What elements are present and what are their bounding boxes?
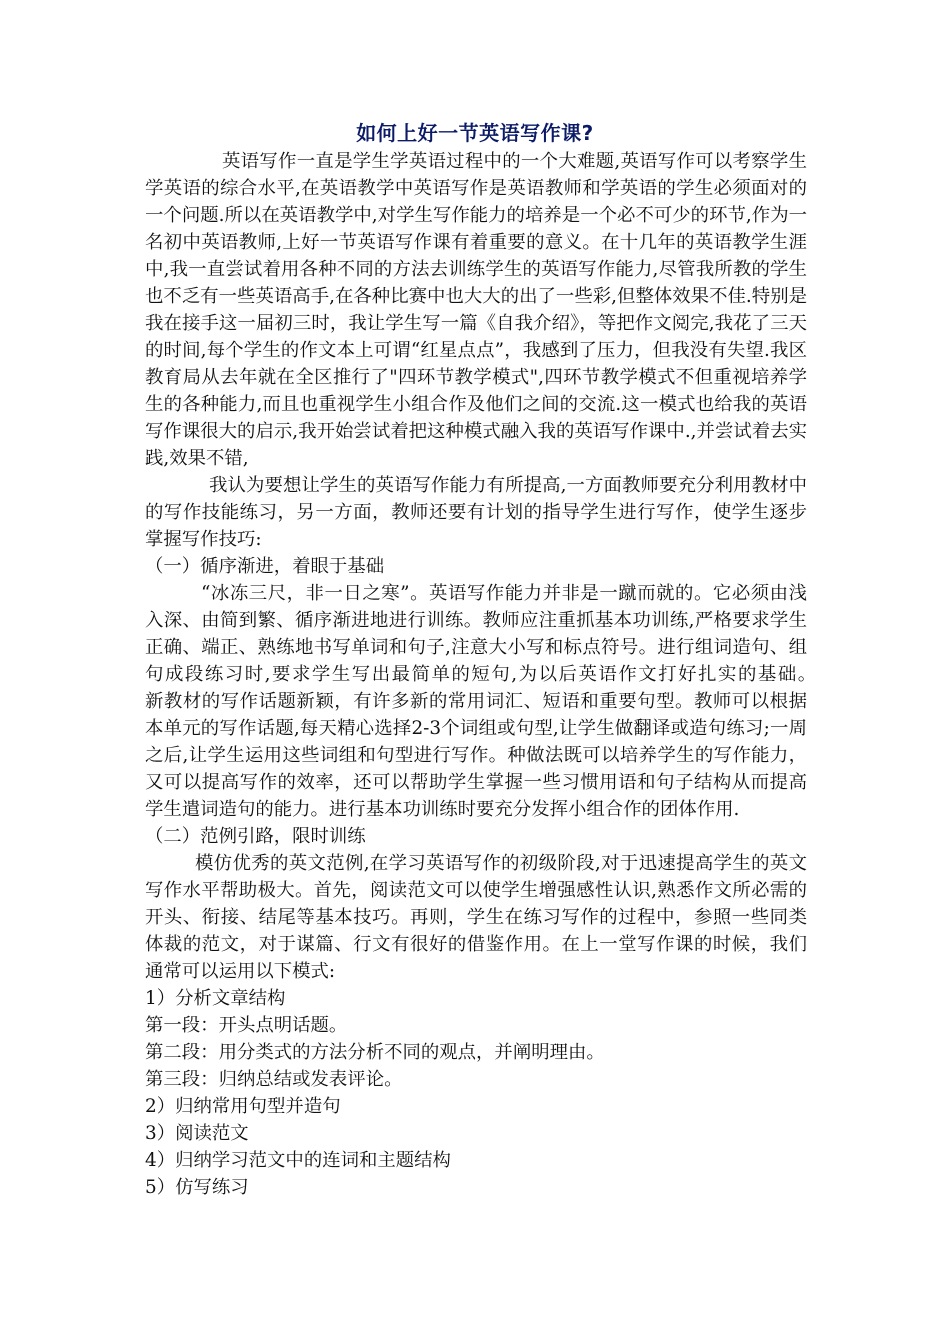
step-item: 1）分析文章结构 — [145, 988, 286, 1009]
section-2-paragraph: 模仿优秀的英文范例,在学习英语写作的初级阶段,对于迅速提高学生的英文写作水平帮助极大。首先，阅读范文可以使学生增强感性认识,熟悉作文所必需的开头、衔接、结尾等基本技巧。再则，学生在练习写作的过程中，参照一些同类体裁的范文，对于谋篇、行文有很好的借鉴作用。在上一堂写作课的时候，我们通常可以运用以下模式: — [145, 853, 807, 982]
step-item: 5）仿写练习 — [145, 1177, 249, 1198]
section-1-paragraph: “冰冻三尺，非一日之寒”。英语写作能力并非是一蹴而就的。它必须由浅入深、由简到繁、循序渐进地进行训练。教师应注重抓基本功训练,严格要求学生正确、端正、熟练地书写单词和句子,注意大小写和标点符号。进行组词造句、组句成段练习时,要求学生写出最简单的短句,为以后英语作文打好扎实的基础。 新教材的写作话题新颖，有许多新的常用词汇、短语和重要句型。教师可以根据本单元的写作话题,每天精心选择2-3个词组或句型,让学生做翻译或造句练习;一周之后,让学生运用这些词组和句型进行写作。种做法既可以培养学生的写作能力，又可以提高写作的效率，还可以帮助学生掌握一些习惯用语和句子结构从而提高学生遣词造句的能力。进行基本功训练时要充分发挥小组合作的团体作用. — [145, 583, 844, 820]
step-item: 第一段：开头点明话题。 — [145, 1015, 348, 1036]
approach-paragraph: 我认为要想让学生的英语写作能力有所提高,一方面教师要充分利用教材中的写作技能练习，另一方面，教师还要有计划的指导学生进行写作，使学生逐步掌握写作技巧: — [145, 475, 807, 550]
step-item: 第二段：用分类式的方法分析不同的观点，并阐明理由。 — [145, 1042, 605, 1063]
step-item: 4）归纳学习范文中的连词和主题结构 — [145, 1150, 451, 1171]
document-title: 如何上好一节英语写作课? — [356, 121, 594, 145]
step-item: 3）阅读范文 — [145, 1123, 249, 1144]
intro-paragraph: 英语写作一直是学生学英语过程中的一个大难题,英语写作可以考察学生学英语的综合水平,在英语教学中英语写作是英语教师和学英语的学生必须面对的一个问题.所以在英语教学中,对学生写作能力的培养是一个必不可少的环节,作为一名初中英语教师,上好一节英语写作课有着重要的意义。在十几年的英语教学生涯中,我一直尝试着用各种不同的方法去训练学生的英语写作能力,尽管我所教的学生也不乏有一些英语高手,在各种比赛中也大大的出了一些彩,但整体效果不佳.特别是我在接手这一届初三时，我让学生写一篇《自我介绍》，等把作文阅完,我花了三天的时间,每个学生的作文本上可谓“红星点点”，我感到了压力，但我没有失望.我区教育局从去年就在全区推行了"四环节教学模式",四环节教学模式不但重视培养学生的各种能力,而且也重视学生小组合作及他们之间的交流.这一模式也给我的英语写作课很大的启示,我开始尝试着把这种模式融入我的英语写作课中.,并尝试着去实践,效果不错, — [145, 151, 807, 469]
section-heading-1: （一）循序渐进，着眼于基础 — [145, 556, 385, 577]
document-body — [145, 148, 844, 1201]
step-item: 2）归纳常用句型并造句 — [145, 1096, 341, 1117]
section-heading-2: （二）范例引路，限时训练 — [145, 826, 366, 847]
step-item: 第三段：归纳总结或发表评论。 — [145, 1069, 403, 1090]
